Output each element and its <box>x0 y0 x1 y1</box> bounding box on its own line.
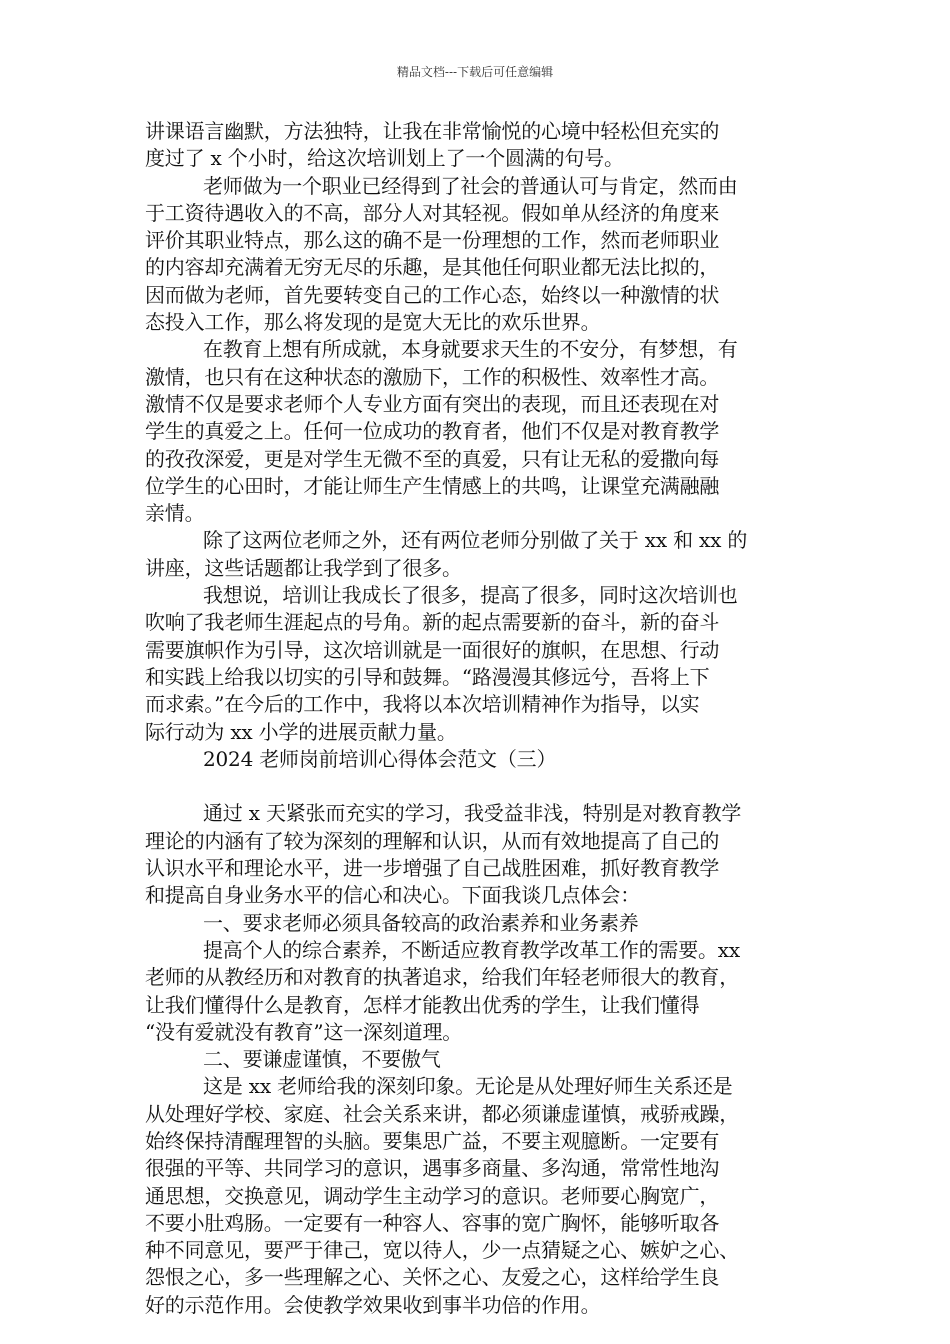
text-line: 亲情。 <box>145 501 205 526</box>
text-line: 提高个人的综合素养，不断适应教育教学改革工作的需要。xx <box>203 937 740 962</box>
text-line: 理论的内涵有了较为深刻的理解和认识，从而有效地提高了自己的 <box>145 828 720 853</box>
text-line: 通过 x 天紧张而充实的学习，我受益非浅，特别是对教育教学 <box>203 801 742 826</box>
text-line: 2024 老师岗前培训心得体会范文（三） <box>203 746 557 771</box>
text-line: 二、要谦虚谨慎，不要傲气 <box>203 1047 441 1072</box>
text-line: 让我们懂得什么是教育，怎样才能教出优秀的学生，让我们懂得 <box>145 992 700 1017</box>
blank-line <box>145 773 813 800</box>
text-line: 度过了 x 个小时，给这次培训划上了一个圆满的句号。 <box>145 146 624 171</box>
text-line: 和提高自身业务水平的信心和决心。下面我谈几点体会： <box>145 883 640 908</box>
text-line: 和实践上给我以切实的引导和鼓舞。“路漫漫其修远兮，吾将上下 <box>145 664 710 689</box>
text-line: 讲座，这些话题都让我学到了很多。 <box>145 555 462 580</box>
text-line: 好的示范作用。会使教学效果收到事半功倍的作用。 <box>145 1292 601 1317</box>
text-line: 而求索。”在今后的工作中，我将以本次培训精神作为指导，以实 <box>145 692 700 717</box>
text-line: 于工资待遇收入的不高，部分人对其轻视。假如单从经济的角度来 <box>145 200 720 225</box>
document-body <box>145 118 813 1319</box>
text-line: 学生的真爱之上。任何一位成功的教育者，他们不仅是对教育教学 <box>145 419 720 444</box>
text-line: 讲课语言幽默，方法独特，让我在非常愉悦的心境中轻松但充实的 <box>145 119 720 143</box>
text-line: 一、要求老师必须具备较高的政治素养和业务素养 <box>203 910 639 935</box>
text-line: 吹响了我老师生涯起点的号角。新的起点需要新的奋斗，新的奋斗 <box>145 610 720 635</box>
text-line: 很强的平等、共同学习的意识，遇事多商量、多沟通，常常性地沟 <box>145 1156 720 1181</box>
text-line: 老师做为一个职业已经得到了社会的普通认可与肯定，然而由 <box>203 173 738 198</box>
text-line: 因而做为老师，首先要转变自己的工作心态，始终以一种激情的状 <box>145 282 720 307</box>
text-line: 认识水平和理论水平，进一步增强了自己战胜困难，抓好教育教学 <box>145 856 720 881</box>
text-line: 这是 xx 老师给我的深刻印象。无论是从处理好师生关系还是 <box>203 1074 733 1099</box>
text-line: 怨恨之心，多一些理解之心、关怀之心、友爱之心，这样给学生良 <box>145 1265 720 1290</box>
text-line: 态投入工作，那么将发现的是宽大无比的欢乐世界。 <box>145 310 601 335</box>
text-line: 始终保持清醒理智的头脑。要集思广益，不要主观臆断。一定要有 <box>145 1128 720 1153</box>
text-line: 评价其职业特点，那么这的确不是一份理想的工作，然而老师职业 <box>145 228 720 253</box>
text-line: 激情不仅是要求老师个人专业方面有突出的表现，而且还表现在对 <box>145 391 720 416</box>
text-line: 种不同意见，要严于律己，宽以待人，少一点猜疑之心、嫉妒之心、 <box>145 1238 739 1263</box>
text-line: 老师的从教经历和对教育的执著追求，给我们年轻老师很大的教育， <box>145 965 739 990</box>
text-line: 在教育上想有所成就，本身就要求天生的不安分，有梦想，有 <box>203 337 738 362</box>
text-line: 激情，也只有在这种状态的激励下，工作的积极性、效率性才高。 <box>145 364 720 389</box>
text-line: 际行动为 xx 小学的进展贡献力量。 <box>145 719 457 744</box>
text-line: 不要小肚鸡肠。一定要有一种容人、容事的宽广胸怀，能够听取各 <box>145 1210 720 1235</box>
text-line: 的孜孜深爱，更是对学生无微不至的真爱，只有让无私的爱撒向每 <box>145 446 720 471</box>
page-header: 精品文档---下载后可任意编辑 <box>396 65 554 79</box>
text-line: 我想说，培训让我成长了很多，提高了很多，同时这次培训也 <box>203 583 738 608</box>
text-line: 位学生的心田时，才能让师生产生情感上的共鸣，让课堂充满融融 <box>145 473 720 498</box>
text-line: 需要旗帜作为引导，这次培训就是一面很好的旗帜，在思想、行动 <box>145 637 720 662</box>
text-line: 的内容却充满着无穷无尽的乐趣，是其他任何职业都无法比拟的， <box>145 255 720 280</box>
text-line: 通思想，交换意见，调动学生主动学习的意识。老师要心胸宽广， <box>145 1183 720 1208</box>
text-line: 除了这两位老师之外，还有两位老师分别做了关于 xx 和 xx 的 <box>203 528 748 553</box>
text-line: 从处理好学校、家庭、社会关系来讲，都必须谦虚谨慎，戒骄戒躁， <box>145 1101 739 1126</box>
text-line: “没有爱就没有教育”这一深刻道理。 <box>145 1019 463 1044</box>
